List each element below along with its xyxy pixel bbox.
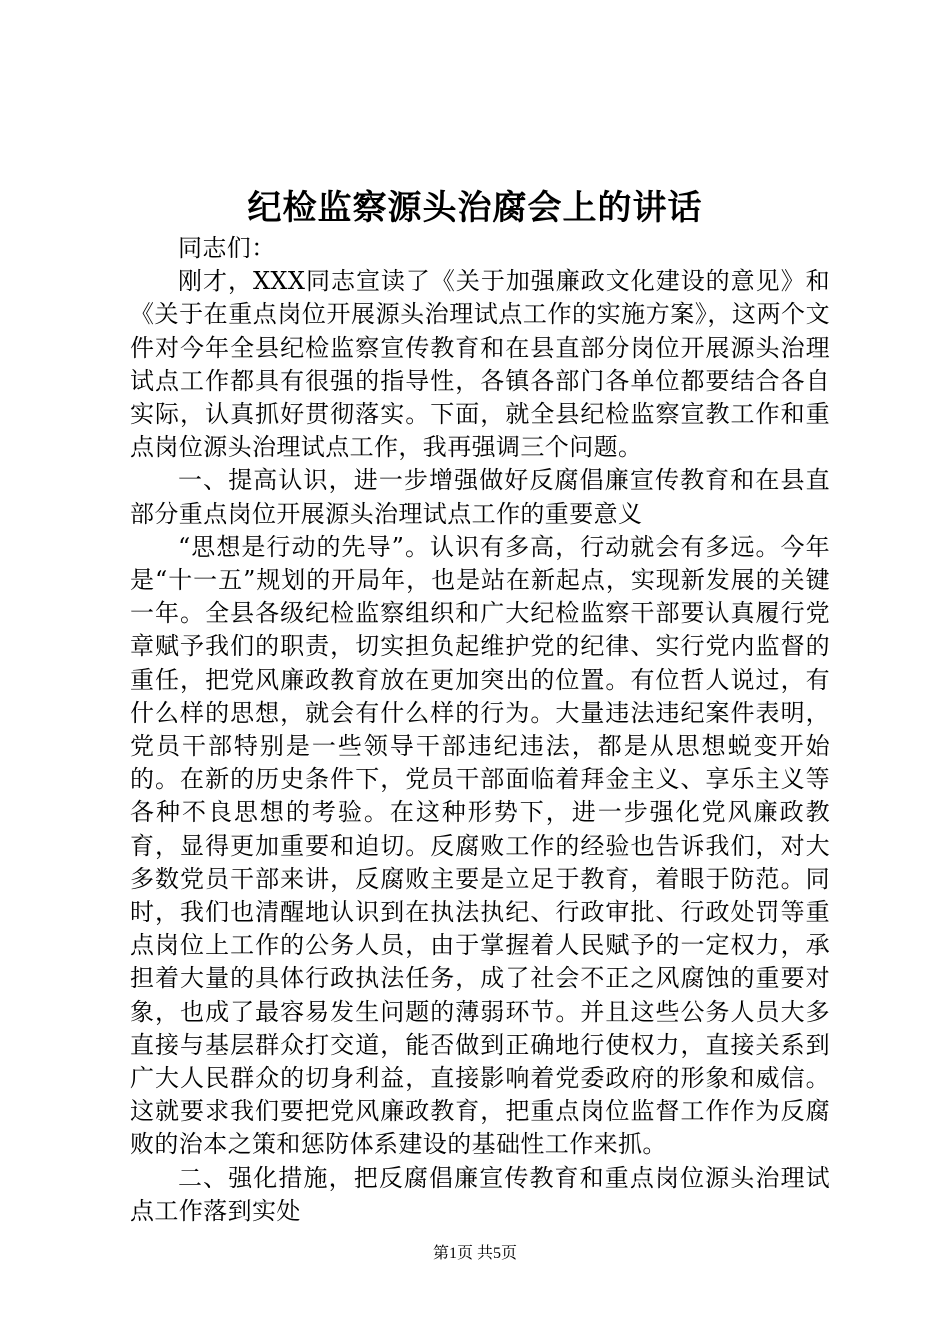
- document-title: 纪检监察源头治腐会上的讲话: [247, 188, 703, 228]
- document-body: [130, 232, 830, 1228]
- body-paragraph: “思想是行动的先导”。认识有多高，行动就会有多远。今年是“十一五”规划的开局年，也是站在新起点，实现新发展的关键一年。全县各级纪检监察组织和广大纪检监察干部要认真履行党章赋予我们的职责，切实担负起维护党的纪律、实行党内监督的重任，把党风廉政教育放在更加突出的位置。有位哲人说过，有什么样的思想，就会有什么样的行为。大量违法违纪案件表明，党员干部特别是一些领导干部违纪违法，都是从思想蜕变开始的。在新的历史条件下，党员干部面临着拜金主义、享乐主义等各种不良思想的考验。在这种形势下，进一步强化党风廉政教育，显得更加重要和迫切。反腐败工作的经验也告诉我们，对大多数党员干部来讲，反腐败主要是立足于教育，着眼于防范。同时，我们也清醒地认识到在执法执纪、行政审批、行政处罚等重点岗位上工作的公务人员，由于掌握着人民赋予的一定权力，承担着大量的具体行政执法任务，成了社会不正之风腐蚀的重要对象，也成了最容易发生问题的薄弱环节。并且这些公务人员大多直接与基层群众打交道，能否做到正确地行使权力，直接关系到广大人民群众的切身利益，直接影响着党委政府的形象和威信。这就要求我们要把党风廉政教育，把重点岗位监督工作作为反腐败的治本之策和惩防体系建设的基础性工作来抓。: [130, 532, 830, 1159]
- intro-paragraph: 刚才，XXX同志宣读了《关于加强廉政文化建设的意见》和《关于在重点岗位开展源头治理试点工作的实施方案》，这两个文件对今年全县纪检监察宣传教育和在县直部分岗位开展源头治理试点工作都具有很强的指导性，各镇各部门各单位都要结合各自实际，认真抓好贯彻落实。下面，就全县纪检监察宣教工作和重点岗位源头治理试点工作，我再强调三个问题。: [130, 267, 830, 462]
- section-heading-two: 二、强化措施，把反腐倡廉宣传教育和重点岗位源头治理试点工作落到实处: [130, 1163, 830, 1225]
- section-heading-one: 一、提高认识，进一步增强做好反腐倡廉宣传教育和在县直部分重点岗位开展源头治理试点工作的重要意义: [130, 466, 830, 528]
- salutation-paragraph: 同志们：: [178, 234, 276, 262]
- page-number-footer: 第1页 共5页: [432, 1245, 517, 1262]
